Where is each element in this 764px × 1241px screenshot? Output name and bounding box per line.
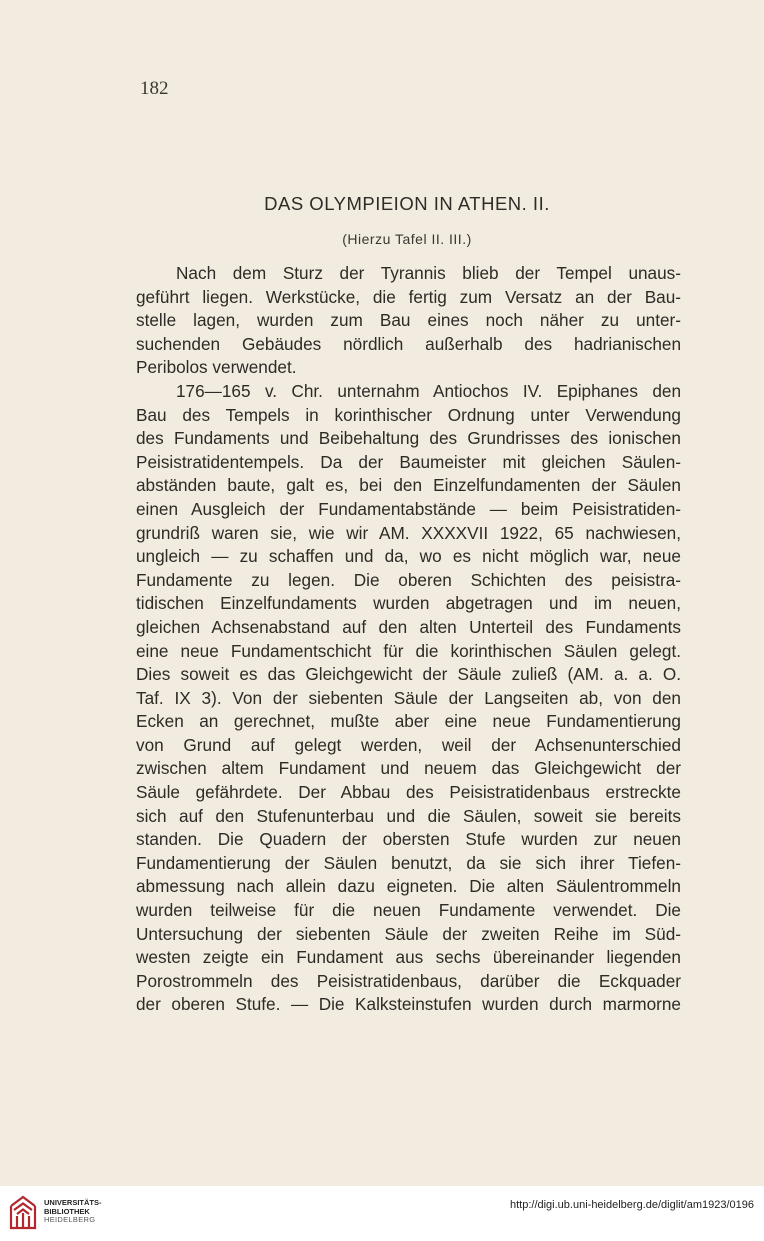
footer-bar bbox=[0, 1186, 764, 1241]
text-line: Taf. IX 3). Von der siebenten Säule der Langseiten ab, von den bbox=[136, 687, 681, 708]
text-line: Ecken an gerechnet, mußte aber eine neue Fundamentierung bbox=[136, 711, 681, 732]
text-line: Bau des Tempels in korinthischer Ordnung unter Verwendung bbox=[136, 404, 681, 425]
text-line: gleichen Achsenabstand auf den alten Unterteil des Fundaments bbox=[136, 616, 681, 637]
text-line: Fundamente zu legen. Die oberen Schichten des peisistra- bbox=[136, 569, 681, 590]
text-line: stelle lagen, wurden zum Bau eines noch näher zu unter- bbox=[136, 310, 681, 331]
text-line: zwischen altem Fundament und neuem das Gleichgewicht der bbox=[136, 758, 681, 779]
text-line: tidischen Einzelfundaments wurden abgetragen und im neuen, bbox=[136, 593, 681, 614]
body-text bbox=[136, 262, 681, 1017]
text-line: Nach dem Sturz der Tyrannis blieb der Tempel unaus- bbox=[176, 263, 681, 283]
text-line: ungleich — zu schaffen und da, wo es nicht möglich war, neue bbox=[136, 546, 681, 567]
text-line: von Grund auf gelegt werden, weil der Achsenunterschied bbox=[136, 734, 681, 755]
text-line: Fundamentierung der Säulen benutzt, da sie sich ihrer Tiefen- bbox=[136, 852, 681, 873]
text-line: Peribolos verwendet. bbox=[136, 357, 297, 378]
text-line: der oberen Stufe. — Die Kalksteinstufen wurden durch marmorne bbox=[136, 994, 681, 1015]
text-line: wurden teilweise für die neuen Fundamente verwendet. Die bbox=[136, 900, 681, 921]
text-line: standen. Die Quadern der obersten Stufe wurden zur neuen bbox=[136, 829, 681, 850]
page-number: 182 bbox=[140, 78, 169, 99]
text-line: sich auf den Stufenunterbau und die Säulen, soweit sie bereits bbox=[136, 805, 681, 826]
text-line: grundriß waren sie, wie wir AM. XXXXVII 1922, 65 nachwiesen, bbox=[136, 522, 681, 543]
library-name-line3: HEIDELBERG bbox=[44, 1215, 96, 1224]
text-line: eine neue Fundamentschicht für die korinthischen Säulen gelegt. bbox=[136, 640, 681, 661]
text-line: suchenden Gebäudes nördlich außerhalb des hadrianischen bbox=[136, 333, 681, 354]
text-line: Dies soweit es das Gleichgewicht der Säule zuließ (AM. a. a. O. bbox=[136, 664, 681, 685]
text-line: des Fundaments und Beibehaltung des Grundrisses des ionischen bbox=[136, 428, 681, 449]
text-line: Untersuchung der siebenten Säule der zweiten Reihe im Süd- bbox=[136, 923, 681, 944]
university-library-logo-icon bbox=[8, 1194, 38, 1232]
text-line: Peisistratidentempels. Da der Baumeister mit gleichen Säulen- bbox=[136, 451, 681, 472]
text-line: einen Ausgleich der Fundamentabstände — beim Peisistratiden- bbox=[136, 498, 681, 519]
chapter-title: DAS OLYMPIEION IN ATHEN. II. bbox=[264, 193, 550, 214]
text-line: westen zeigte ein Fundament aus sechs übereinander liegenden bbox=[136, 947, 681, 968]
chapter-subtitle: (Hierzu Tafel II. III.) bbox=[342, 231, 472, 247]
text-line: Säule gefährdete. Der Abbau des Peisistratidenbaus erstreckte bbox=[136, 782, 681, 803]
text-line: abmessung nach allein dazu eigneten. Die alten Säulentrommeln bbox=[136, 876, 681, 897]
library-name-line2: BIBLIOTHEK bbox=[44, 1206, 90, 1216]
text-line: Porostrommeln des Peisistratidenbaus, darüber die Eckquader bbox=[136, 970, 681, 991]
library-name bbox=[44, 1199, 102, 1225]
text-line: 176—165 v. Chr. unternahm Antiochos IV. Epiphanes den bbox=[176, 380, 681, 401]
library-name-line1: UNIVERSITÄTS- bbox=[44, 1198, 102, 1207]
digital-copy-url[interactable]: http://digi.ub.uni-heidelberg.de/diglit/am1923/0196 bbox=[509, 1199, 754, 1211]
text-line: abständen baute, galt es, bei den Einzelfundamenten der Säulen bbox=[136, 475, 681, 496]
text-line: geführt liegen. Werkstücke, die fertig zum Versatz an der Bau- bbox=[136, 286, 681, 307]
